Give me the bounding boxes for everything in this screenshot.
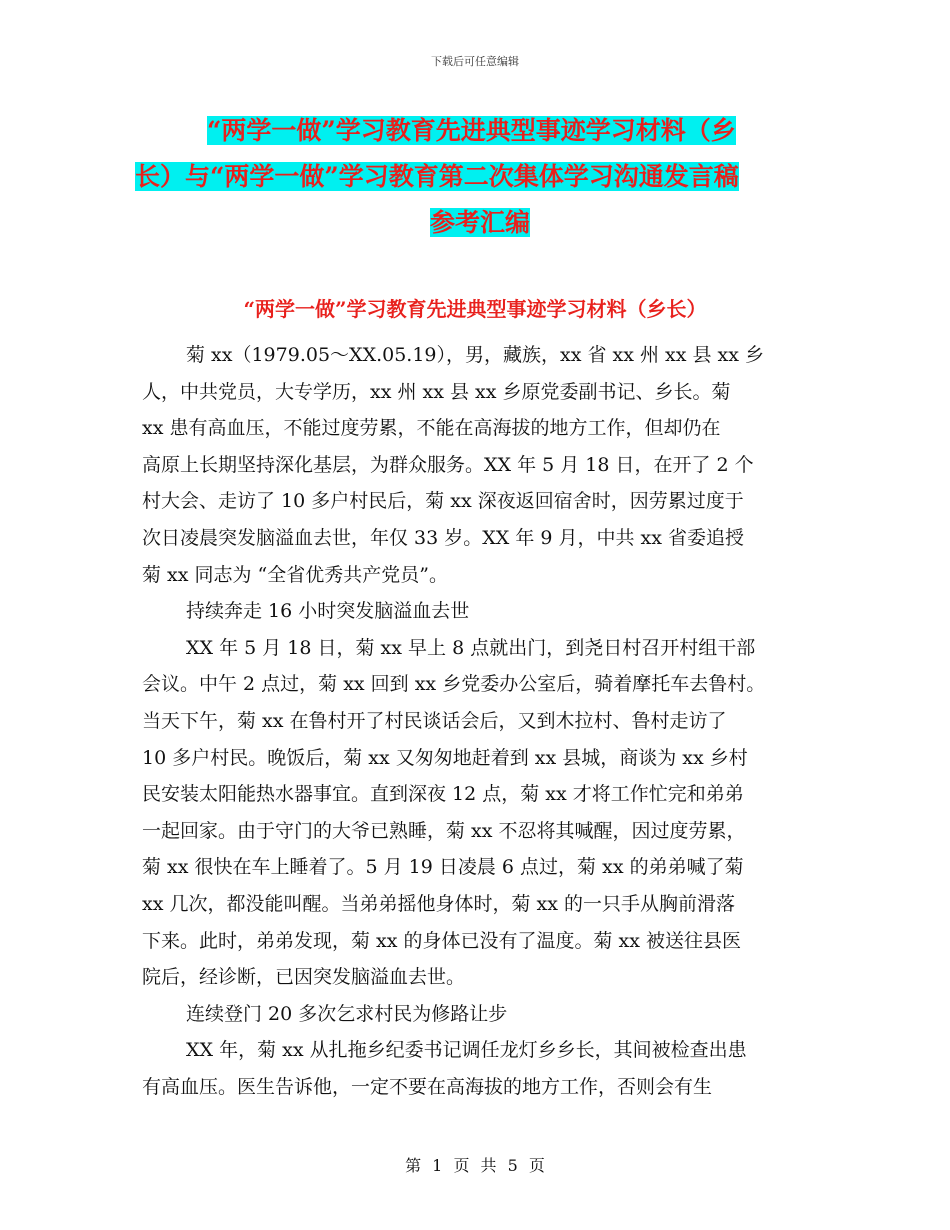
body-text bbox=[142, 337, 822, 1105]
body-line: 民安装太阳能热水器事宜。直到深夜 12 点，菊 xx 才将工作忙完和弟弟 bbox=[142, 783, 744, 806]
body-line: 下来。此时，弟弟发现，菊 xx 的身体已没有了温度。菊 xx 被送往县医 bbox=[142, 929, 742, 952]
page-number: 第 1 页 共 5 页 bbox=[405, 1156, 545, 1175]
title-line-1: “两学一做”学习教育先进典型事迹学习材料（乡 bbox=[207, 116, 736, 145]
body-line: 村大会、走访了 10 多户村民后，菊 xx 深夜返回宿舍时，因劳累过度于 bbox=[142, 490, 744, 513]
body-line: 院后，经诊断，已因突发脑溢血去世。 bbox=[142, 966, 466, 989]
section-title: “两学一做”学习教育先进典型事迹学习材料（乡长） bbox=[243, 297, 707, 321]
body-line: 人，中共党员，大专学历，xx 州 xx 县 xx 乡原党委副书记、乡长。菊 bbox=[142, 380, 731, 403]
body-line: 会议。中午 2 点过，菊 xx 回到 xx 乡党委办公室后，骑着摩托车去鲁村。 bbox=[142, 673, 766, 696]
body-line: XX 年 5 月 18 日，菊 xx 早上 8 点就出门，到尧日村召开村组干部 bbox=[186, 636, 756, 659]
body-line: 一起回家。由于守门的大爷已熟睡，菊 xx 不忍将其喊醒，因过度劳累， bbox=[142, 819, 746, 842]
body-line: 高原上长期坚持深化基层，为群众服务。XX 年 5 月 18 日，在开了 2 个 bbox=[142, 453, 754, 476]
section-heading: 持续奔走 16 小时突发脑溢血去世 bbox=[186, 600, 470, 623]
body-line: xx 患有高血压，不能过度劳累，不能在高海拔的地方工作，但却仍在 bbox=[142, 417, 721, 440]
title-line-3: 参考汇编 bbox=[429, 208, 530, 237]
document-title bbox=[135, 108, 825, 246]
body-line: 菊 xx 很快在车上睡着了。5 月 19 日凌晨 6 点过，菊 xx 的弟弟喊了菊 bbox=[142, 856, 744, 879]
title-line-2: 长）与“两学一做”学习教育第二次集体学习沟通发言稿 bbox=[135, 162, 739, 191]
section-heading: 连续登门 20 多次乞求村民为修路让步 bbox=[186, 1002, 508, 1025]
page-header-note: 下载后可任意编辑 bbox=[431, 55, 519, 68]
body-line: xx 几次，都没能叫醒。当弟弟摇他身体时，菊 xx 的一只手从胸前滑落 bbox=[142, 892, 735, 915]
body-line: XX 年，菊 xx 从扎拖乡纪委书记调任龙灯乡乡长，其间被检查出患 bbox=[186, 1039, 747, 1062]
body-line: 菊 xx（1979.05～XX.05.19），男，藏族，xx 省 xx 州 xx 县 xx 乡 bbox=[186, 344, 765, 366]
body-line: 有高血压。医生告诉他，一定不要在高海拔的地方工作，否则会有生 bbox=[142, 1075, 713, 1098]
body-line: 10 多户村民。晚饭后，菊 xx 又匆匆地赶着到 xx 县城，商谈为 xx 乡村 bbox=[142, 746, 748, 769]
body-line: 当天下午，菊 xx 在鲁村开了村民谈话会后，又到木拉村、鲁村走访了 bbox=[142, 709, 727, 732]
body-line: 次日凌晨突发脑溢血去世，年仅 33 岁。XX 年 9 月，中共 xx 省委追授 bbox=[142, 526, 745, 549]
body-line: 菊 xx 同志为 “全省优秀共产党员”。 bbox=[142, 563, 448, 586]
